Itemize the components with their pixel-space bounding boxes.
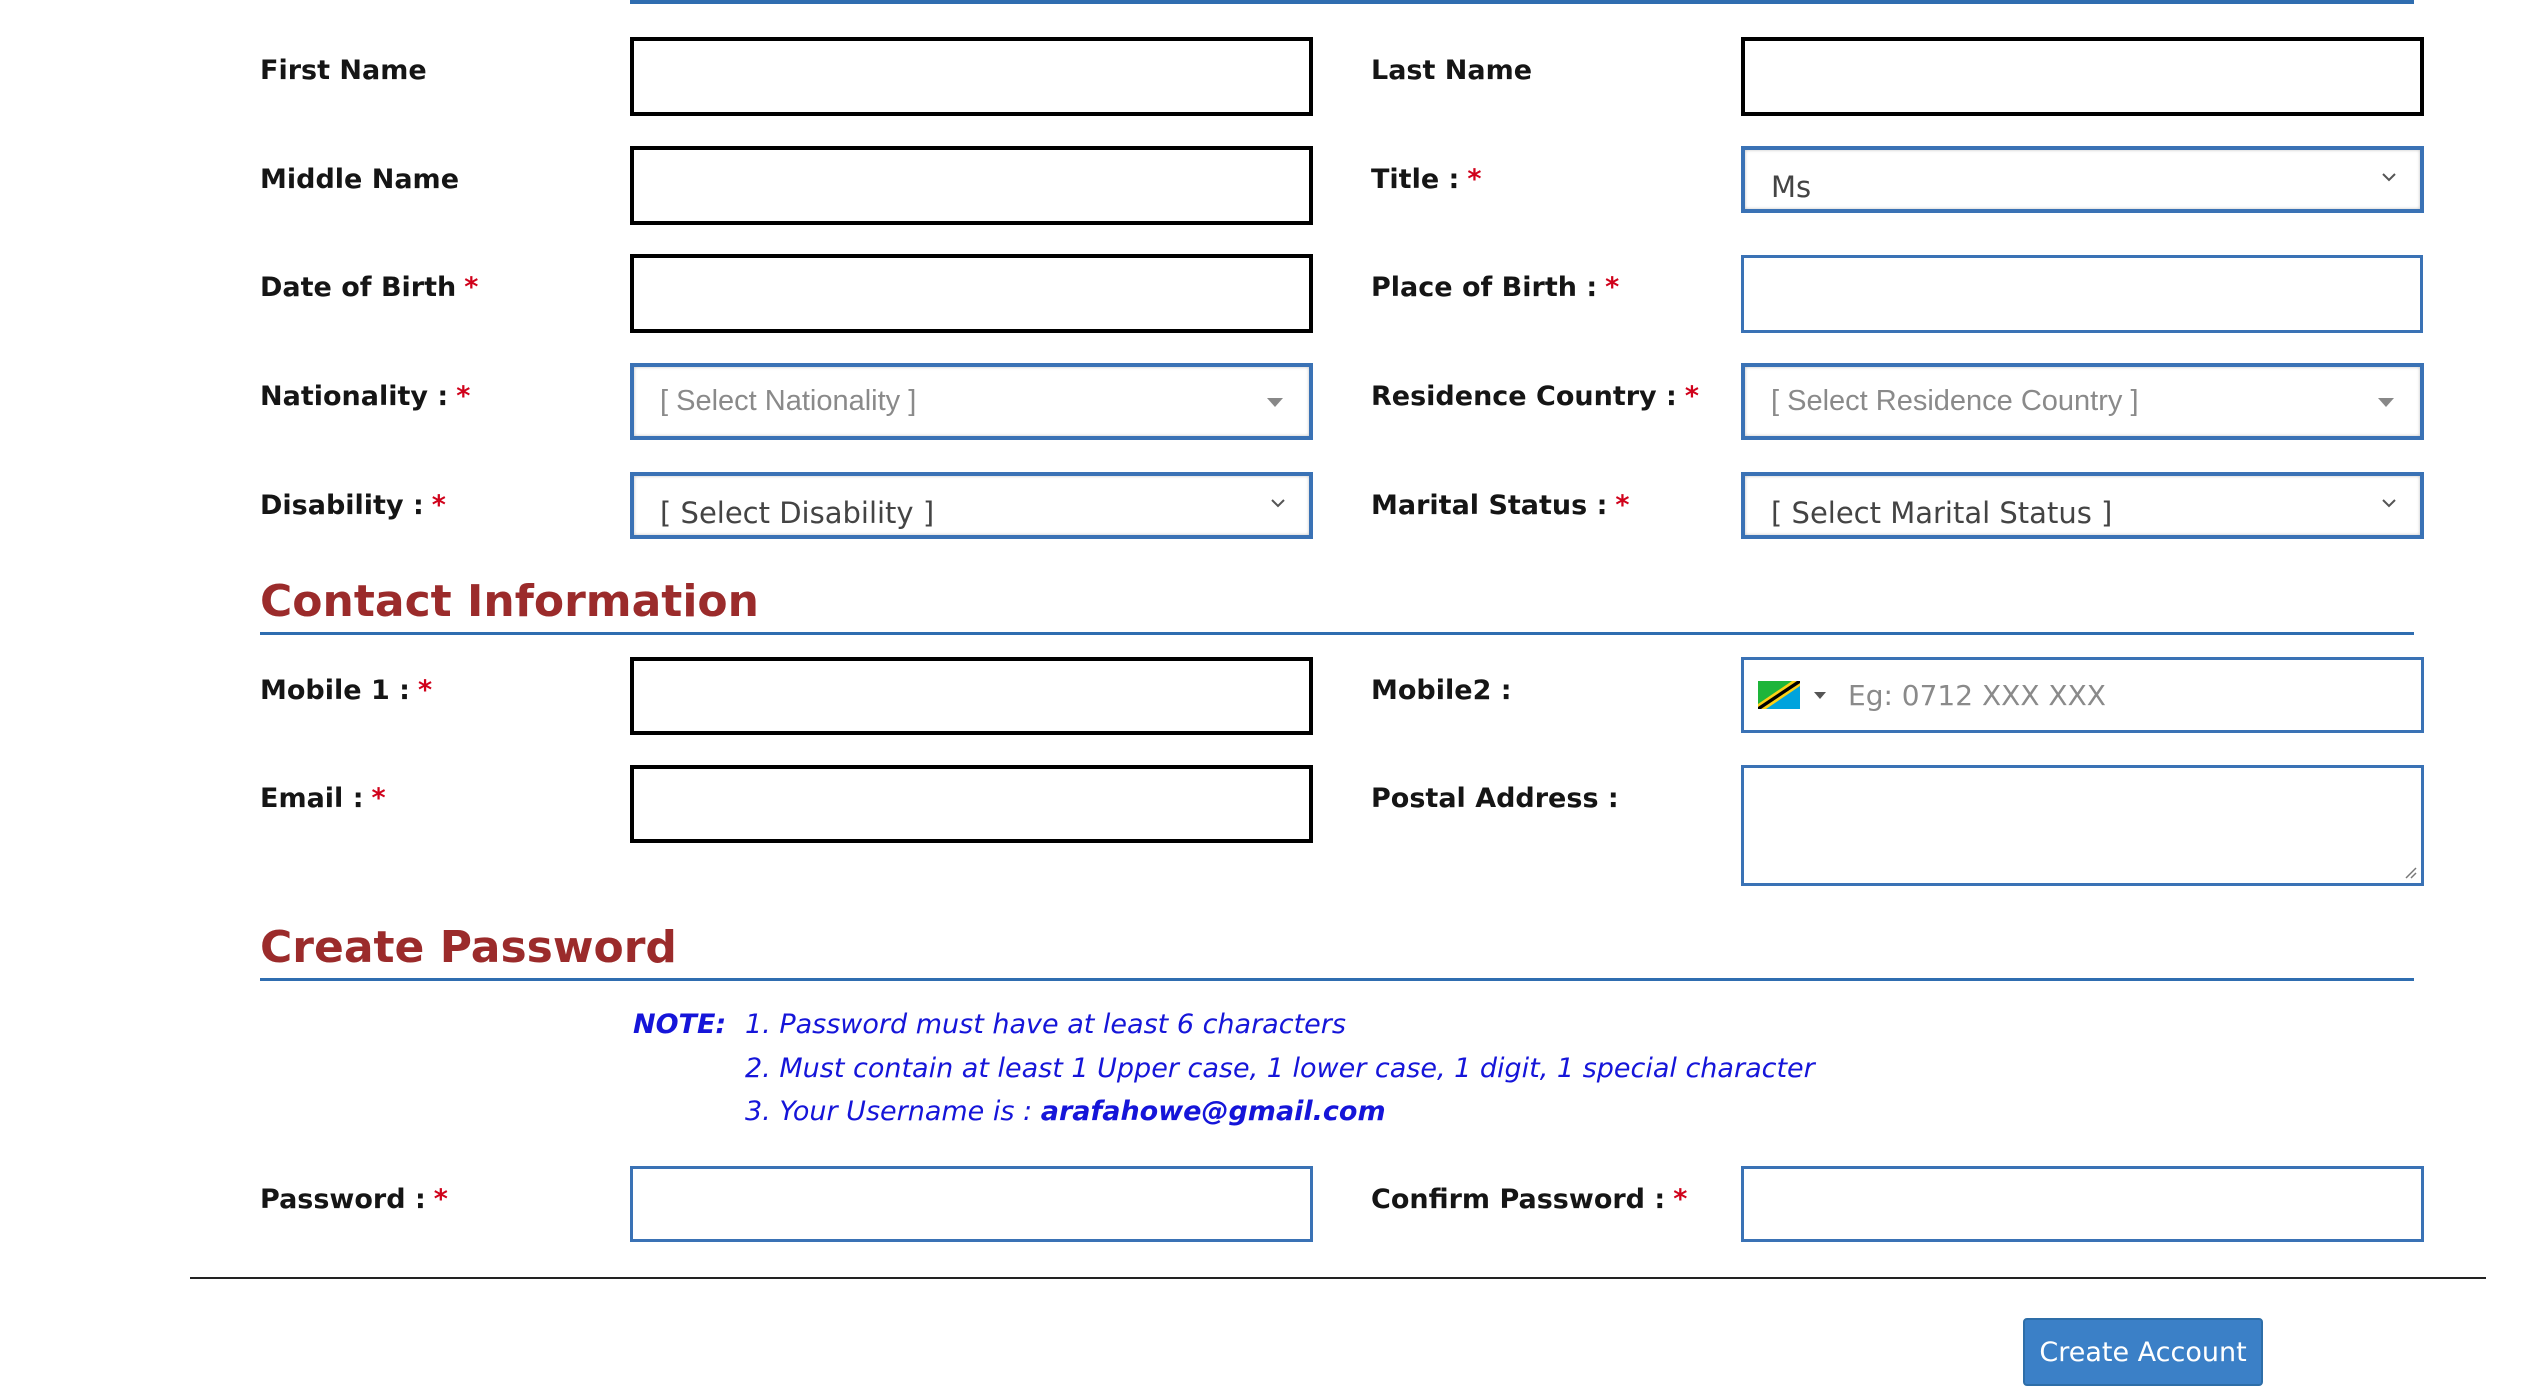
title-select[interactable] — [1741, 146, 2424, 213]
username-value: arafahowe@gmail.com — [1040, 1096, 1386, 1127]
residence-country-placeholder: [ Select Residence Country ] — [1771, 385, 2139, 417]
email-label: Email : * — [260, 783, 386, 814]
section-divider — [260, 978, 2414, 981]
confirm-password-input[interactable] — [1741, 1166, 2424, 1242]
first-name-label: First Name — [260, 55, 427, 86]
last-name-label: Last Name — [1371, 55, 1533, 86]
note-label: NOTE: — [633, 1009, 727, 1040]
marital-status-label: Marital Status : * — [1371, 490, 1630, 521]
mobile1-input[interactable] — [630, 657, 1313, 735]
required-mark: * — [456, 381, 471, 412]
residence-country-select[interactable] — [1741, 363, 2424, 440]
required-mark: * — [433, 1184, 448, 1215]
required-mark: * — [417, 675, 433, 706]
contact-information-heading: Contact Information — [260, 576, 759, 627]
caret-down-icon — [1267, 398, 1283, 407]
middle-name-input[interactable] — [630, 146, 1313, 225]
password-input[interactable] — [630, 1166, 1313, 1242]
caret-down-icon — [2378, 398, 2394, 407]
note-line-3-prefix: 3. Your Username is : — [745, 1096, 1033, 1127]
first-name-input[interactable] — [630, 37, 1313, 116]
required-mark: * — [1467, 164, 1482, 195]
create-account-button[interactable]: Create Account — [2023, 1318, 2263, 1386]
nationality-select[interactable] — [630, 363, 1313, 440]
nationality-placeholder: [ Select Nationality ] — [660, 385, 917, 417]
postal-address-textarea[interactable] — [1741, 765, 2424, 886]
chevron-down-icon — [1269, 494, 1287, 512]
required-mark: * — [1615, 490, 1630, 521]
title-label: Title : * — [1371, 164, 1482, 195]
required-mark: * — [464, 272, 479, 303]
mobile2-label: Mobile2 : — [1371, 675, 1512, 706]
last-name-input[interactable] — [1741, 37, 2424, 116]
postal-address-label: Postal Address : — [1371, 783, 1619, 814]
required-mark: * — [371, 783, 386, 814]
disability-select[interactable] — [630, 472, 1313, 539]
disability-label: Disability : * — [260, 490, 446, 521]
tanzania-flag-icon — [1758, 681, 1800, 709]
chevron-down-icon — [2380, 494, 2398, 512]
required-mark: * — [1673, 1184, 1688, 1215]
mobile1-label: Mobile 1 : * — [260, 675, 433, 706]
marital-status-placeholder: [ Select Marital Status ] — [1771, 495, 2113, 530]
dob-input[interactable] — [630, 254, 1313, 333]
residence-country-label: Residence Country : * — [1371, 381, 1699, 412]
note-line-3 — [745, 1090, 1386, 1134]
mobile2-input[interactable] — [1741, 657, 2424, 733]
middle-name-label: Middle Name — [260, 164, 460, 195]
caret-down-icon — [1814, 692, 1826, 699]
create-password-heading: Create Password — [260, 922, 677, 973]
required-mark: * — [431, 490, 446, 521]
password-label: Password : * — [260, 1184, 448, 1215]
disability-placeholder: [ Select Disability ] — [660, 495, 935, 530]
chevron-down-icon — [2380, 168, 2398, 186]
form-footer-divider — [190, 1277, 2486, 1279]
confirm-password-label: Confirm Password : * — [1371, 1184, 1688, 1215]
mobile2-placeholder: Eg: 0712 XXX XXX — [1848, 678, 2106, 712]
pob-input[interactable] — [1741, 255, 2423, 333]
pob-label: Place of Birth : * — [1371, 272, 1620, 303]
title-selected-value: Ms — [1771, 169, 1812, 204]
required-mark: * — [1684, 381, 1699, 412]
note-line-2: 2. Must contain at least 1 Upper case, 1 lower case, 1 digit, 1 special character — [745, 1053, 1815, 1084]
email-input[interactable] — [630, 765, 1313, 843]
marital-status-select[interactable] — [1741, 472, 2424, 539]
country-code-selector[interactable] — [1758, 681, 1826, 709]
note-line-1: 1. Password must have at least 6 characters — [745, 1009, 1346, 1040]
required-mark: * — [1605, 272, 1620, 303]
form-top-border — [630, 0, 2414, 4]
dob-label: Date of Birth * — [260, 272, 479, 303]
section-divider — [260, 632, 2414, 635]
resize-handle-icon[interactable] — [2403, 865, 2417, 879]
nationality-label: Nationality : * — [260, 381, 471, 412]
